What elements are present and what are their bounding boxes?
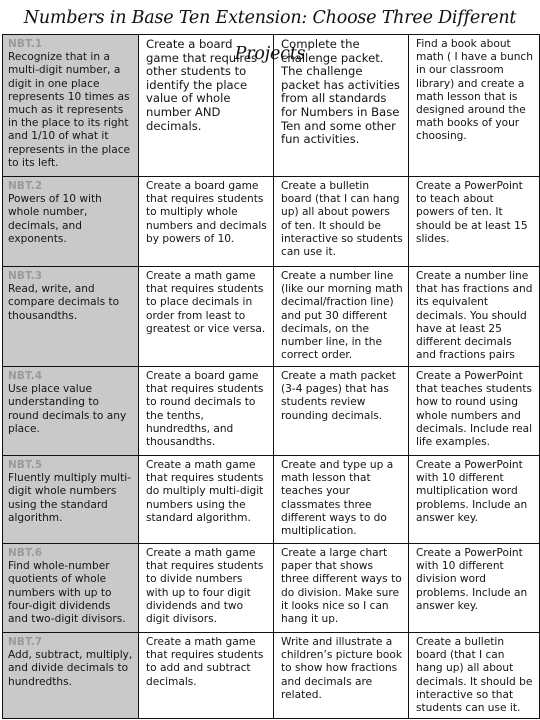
project-option-cell xyxy=(409,456,540,544)
standard-description: Read, write, and compare decimals to thousandths. xyxy=(8,283,120,322)
project-option-cell xyxy=(274,367,409,456)
table-row xyxy=(3,35,540,177)
project-option: Create a math game that requires students to divide numbers with up to four digit dividends and two digit divisors. xyxy=(146,547,264,626)
project-option: Create a PowerPoint to teach about powers of ten. It should be at least 15 slides. xyxy=(416,180,528,245)
project-option-cell xyxy=(139,267,274,367)
standard-cell xyxy=(3,456,139,544)
project-option: Write and illustrate a children’s picture book to show how fractions and decimals are related. xyxy=(281,636,402,701)
project-option-cell xyxy=(409,367,540,456)
table-row xyxy=(3,367,540,456)
project-option: Create a number line (like our morning math decimal/fraction line) and put 30 different decimals, on the number line, in the correct order. xyxy=(281,270,403,362)
project-option: Create a number line that has fractions and its equivalent decimals. You should have at least 25 different decimals and fractions pairs xyxy=(416,270,533,362)
project-option-cell xyxy=(274,456,409,544)
project-option-cell xyxy=(274,177,409,267)
standard-description: Use place value understanding to round decimals to any place. xyxy=(8,383,127,435)
project-option: Create a large chart paper that shows three different ways to do division. Make sure it looks nice so I can hang it up. xyxy=(281,547,402,626)
project-option: Create a math game that requires students do multiply multi-digit numbers using the standard algorithm. xyxy=(146,459,264,524)
project-option: Create a board game that requires other students to identify the place value of whole number AND decimals. xyxy=(146,37,258,133)
project-option: Create a bulletin board (that I can hang up) all about decimals. It should be interactive so that students can use it. xyxy=(416,636,533,715)
standard-code: NBT.5 xyxy=(8,459,43,471)
standard-description: Powers of 10 with whole number, decimals, and exponents. xyxy=(8,193,102,245)
project-option: Create a PowerPoint with 10 different division word problems. Include an answer key. xyxy=(416,547,528,612)
project-option-cell xyxy=(139,633,274,719)
project-option: Create a board game that requires students to round decimals to the tenths, hundredths, and thousandths. xyxy=(146,370,264,449)
project-option-cell xyxy=(274,633,409,719)
project-option-cell xyxy=(409,267,540,367)
project-option: Find a book about math ( I have a bunch in our classroom library) and create a math lesson that is designed around the math books of your choosing. xyxy=(416,38,533,143)
project-option-cell xyxy=(274,267,409,367)
project-option-cell xyxy=(139,35,274,177)
standard-cell xyxy=(3,633,139,719)
project-option-cell xyxy=(409,35,540,177)
standard-cell xyxy=(3,35,139,177)
project-option: Create a math packet (3-4 pages) that has students review rounding decimals. xyxy=(281,370,396,422)
table-row xyxy=(3,456,540,544)
standard-cell xyxy=(3,367,139,456)
project-option-cell xyxy=(139,456,274,544)
standard-code: NBT.4 xyxy=(8,370,43,382)
project-option: Create a PowerPoint that teaches students how to round using whole numbers and decimals. Include real life examples. xyxy=(416,370,533,449)
standard-code: NBT.2 xyxy=(8,180,43,192)
project-option-cell xyxy=(139,177,274,267)
standard-code: NBT.3 xyxy=(8,270,43,282)
table-row xyxy=(3,544,540,633)
project-option: Create a bulletin board (that I can hang up) all about powers of ten. It should be interactive so students can use it. xyxy=(281,180,403,259)
standard-description: Find whole-number quotients of whole numbers with up to four-digit dividends and two-digit divisors. xyxy=(8,560,126,626)
project-option-cell xyxy=(274,35,409,177)
project-option-cell xyxy=(139,367,274,456)
standard-code: NBT.6 xyxy=(8,547,43,559)
project-option-cell xyxy=(409,177,540,267)
standard-cell xyxy=(3,267,139,367)
project-option: Create a math game that requires students to add and subtract decimals. xyxy=(146,636,264,688)
table-row xyxy=(3,633,540,719)
standard-cell xyxy=(3,544,139,633)
project-option-cell xyxy=(409,633,540,719)
standard-code: NBT.1 xyxy=(8,38,43,50)
standard-description: Add, subtract, multiply, and divide decimals to hundredths. xyxy=(8,649,133,688)
projects-table xyxy=(2,34,540,719)
table-row xyxy=(3,267,540,367)
standard-cell xyxy=(3,177,139,267)
project-option-cell xyxy=(139,544,274,633)
standard-description: Fluently multiply multi-digit whole numbers using the standard algorithm. xyxy=(8,472,131,524)
project-option: Create a PowerPoint with 10 different multiplication word problems. Include an answer key. xyxy=(416,459,528,524)
project-option: Complete the challenge packet. The challenge packet has activities from all standards for Numbers in Base Ten and some other fun activities. xyxy=(281,37,400,147)
standard-code: NBT.7 xyxy=(8,636,43,648)
project-option-cell xyxy=(274,544,409,633)
project-option: Create a board game that requires students to multiply whole numbers and decimals by powers of 10. xyxy=(146,180,267,245)
standard-description: Recognize that in a multi-digit number, a digit in one place represents 10 times as much as it represents in the place to its right and 1/10 of what it represents in the place to its left. xyxy=(8,51,131,169)
project-option-cell xyxy=(409,544,540,633)
project-option: Create and type up a math lesson that teaches your classmates three different ways to do multiplication. xyxy=(281,459,394,538)
table-row xyxy=(3,177,540,267)
project-option: Create a math game that requires students to place decimals in order from least to greatest or vice versa. xyxy=(146,270,266,335)
page-title: Numbers in Base Ten Extension: Choose Three Different Projects xyxy=(23,8,517,64)
